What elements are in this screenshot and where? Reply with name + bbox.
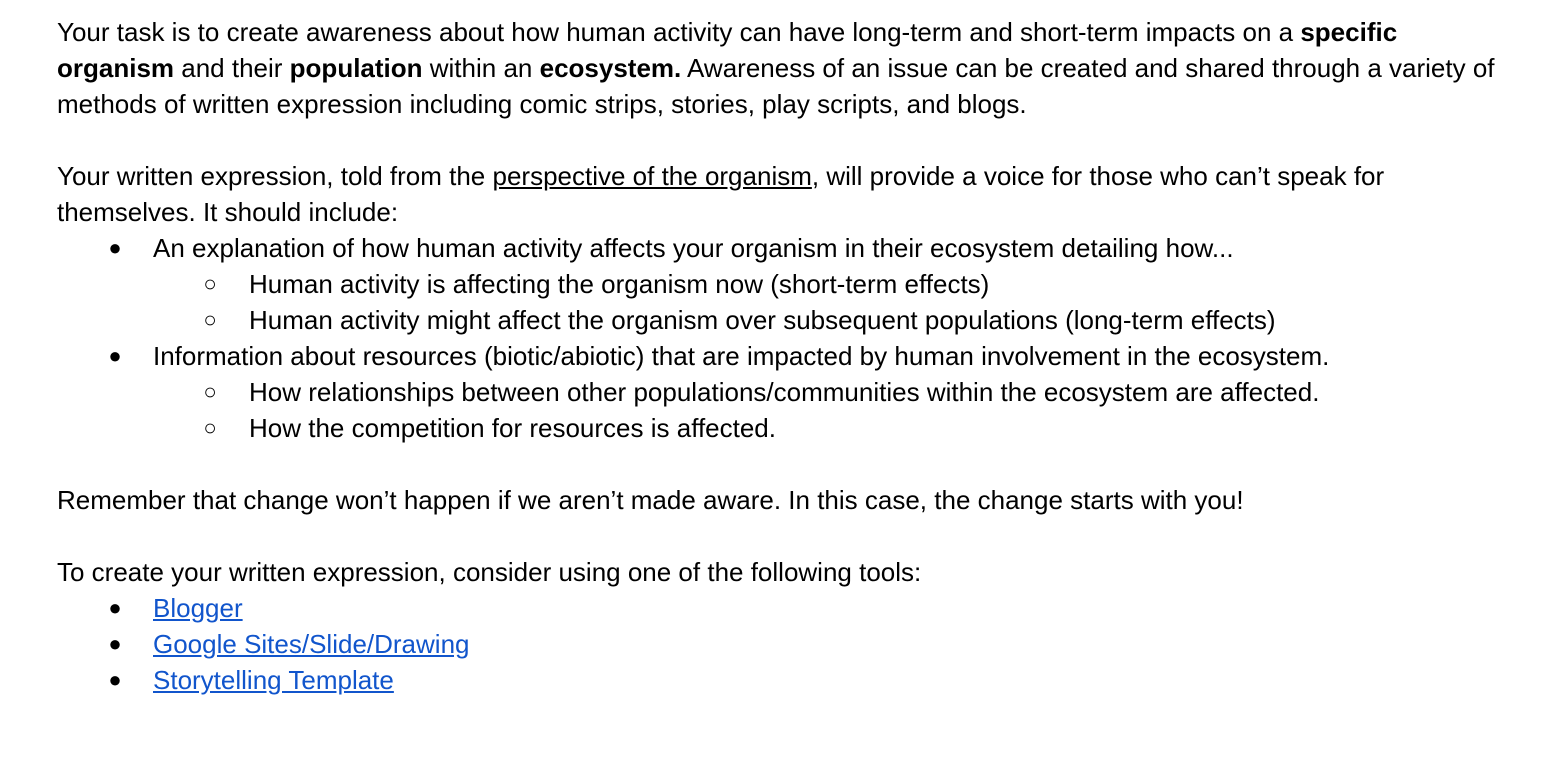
tools-intro: To create your written expression, consider using one of the following tools: [57,557,922,587]
sub-list-item [57,302,1497,338]
google-sites-link[interactable]: Google Sites/Slide/Drawing [153,629,470,659]
list-item-text: An explanation of how human activity affects your organism in their ecosystem detailing how... [153,233,1234,263]
paragraph-spacer [57,122,1497,158]
tools-list [57,590,1497,698]
perspective-underlined: perspective of the organism [492,161,812,191]
sub-list-item-text: Human activity is affecting the organism now (short-term effects) [249,269,990,299]
list-item [57,230,1497,266]
bullet-icon: ● [108,343,122,368]
bullet-icon: ● [108,631,122,656]
intro-bold-ecosystem: ecosystem. [539,53,682,83]
sub-list-item-text: How the competition for resources is affected. [249,413,776,443]
paragraph-spacer [57,518,1497,554]
sub-list-item [57,410,1497,446]
perspective-text-1: Your written expression, told from the [57,161,493,191]
perspective-paragraph [57,158,1497,230]
include-list [57,230,1497,446]
sub-list-item-text: How relationships between other populations/communities within the ecosystem are affected. [249,377,1320,407]
intro-bold-population: population [289,53,423,83]
sub-list-item [57,266,1497,302]
perspective-text-2: , will provide a voice for those who can’t speak for themselves. It should include: [57,161,1385,227]
intro-text-4: Awareness of an issue can be created and shared through a variety of methods of written expression including comic strips, stories, play scripts, and blogs. [57,53,1495,119]
hollow-bullet-icon: ○ [203,271,217,296]
bullet-icon: ● [108,667,122,692]
bullet-icon: ● [108,235,122,260]
sub-list-item [57,374,1497,410]
storytelling-template-link[interactable]: Storytelling Template [153,665,394,695]
intro-text-2: and their [174,53,290,83]
tool-item-blogger [57,590,1497,626]
bullet-icon: ● [108,595,122,620]
intro-text-3: within an [422,53,540,83]
sub-list-item-text: Human activity might affect the organism over subsequent populations (long-term effects) [249,305,1276,335]
document-body [57,14,1497,698]
remember-paragraph: Remember that change won’t happen if we aren’t made aware. In this case, the change starts with you! [57,485,1244,515]
hollow-bullet-icon: ○ [203,415,217,440]
blogger-link[interactable]: Blogger [153,593,243,623]
paragraph-spacer [57,446,1497,482]
tool-item-storytelling [57,662,1497,698]
tool-item-google [57,626,1497,662]
intro-text-1: Your task is to create awareness about how human activity can have long-term and short-term impacts on a [57,17,1301,47]
hollow-bullet-icon: ○ [203,379,217,404]
intro-bold-specific-organism: specific organism [57,17,1398,83]
list-item [57,338,1497,374]
intro-paragraph [57,14,1497,122]
hollow-bullet-icon: ○ [203,307,217,332]
list-item-text: Information about resources (biotic/abiotic) that are impacted by human involvement in the ecosystem. [153,341,1330,371]
